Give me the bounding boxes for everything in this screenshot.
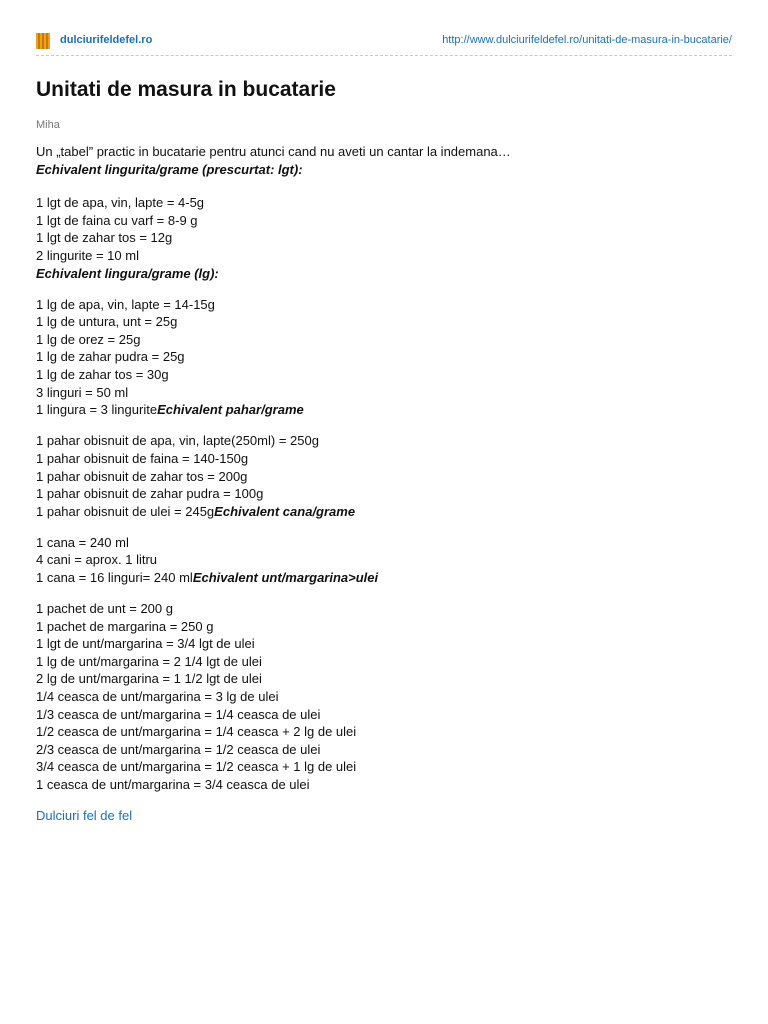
- list-item: 1 cana = 16 linguri= 240 mlEchivalent unt/margarina>ulei: [36, 569, 379, 585]
- site-name-link[interactable]: dulciurifeldefel.ro: [60, 34, 153, 46]
- article-title: Unitati de masura in bucatarie: [36, 78, 336, 101]
- list-item: 1/3 ceasca de unt/margarina = 1/4 ceasca de ulei: [36, 706, 321, 722]
- section-heading-unt: Echivalent unt/margarina>ulei: [192, 569, 379, 585]
- article-author: Miha: [36, 119, 60, 131]
- list-item: 1 pahar obisnuit de apa, vin, lapte(250ml) = 250g: [36, 433, 319, 449]
- section-lingurita-list: [36, 194, 736, 264]
- list-item: 1 pahar obisnuit de zahar tos = 200g: [36, 468, 248, 484]
- list-item: 1 lgt de faina cu varf = 8-9 g: [36, 212, 198, 228]
- footer-link[interactable]: Dulciuri fel de fel: [36, 807, 133, 823]
- list-item: 1 lg de unt/margarina = 2 1/4 lgt de ulei: [36, 653, 262, 669]
- list-item: 1 pahar obisnuit de ulei = 245gEchivalent cana/grame: [36, 503, 356, 519]
- list-item: 2 lingurite = 10 ml: [36, 247, 139, 263]
- list-item: 2/3 ceasca de unt/margarina = 1/2 ceasca de ulei: [36, 741, 321, 757]
- list-item: 1/4 ceasca de unt/margarina = 3 lg de ulei: [36, 689, 279, 705]
- article-content: [36, 143, 736, 824]
- header-divider: [36, 55, 732, 56]
- list-item: 1 lgt de unt/margarina = 3/4 lgt de ulei: [36, 636, 255, 652]
- section-cana-list: [36, 534, 736, 569]
- list-item: 1 lg de untura, unt = 25g: [36, 314, 178, 330]
- list-item: 1/2 ceasca de unt/margarina = 1/4 ceasca + 2 lg de ulei: [36, 724, 357, 740]
- list-item: 1 lgt de zahar tos = 12g: [36, 230, 173, 246]
- list-item: 1 lgt de apa, vin, lapte = 4-5g: [36, 195, 205, 211]
- list-item: 1 pahar obisnuit de zahar pudra = 100g: [36, 486, 264, 502]
- section-heading-lingura: Echivalent lingura/grame (lg):: [36, 265, 219, 281]
- list-item: 1 lingura = 3 linguriteEchivalent pahar/grame: [36, 402, 304, 418]
- page-url-link[interactable]: http://www.dulciurifeldefel.ro/unitati-de-masura-in-bucatarie/: [442, 34, 732, 46]
- list-item: 3/4 ceasca de unt/margarina = 1/2 ceasca + 1 lg de ulei: [36, 759, 357, 775]
- list-item: 3 linguri = 50 ml: [36, 384, 129, 400]
- section-pahar-list: [36, 432, 736, 502]
- intro-text: Un „tabel” practic in bucatarie pentru atunci cand nu aveti un cantar la indemana…: [36, 144, 511, 159]
- page-header: [36, 32, 732, 54]
- list-item: 1 lg de orez = 25g: [36, 331, 141, 347]
- list-item: 1 lg de apa, vin, lapte = 14-15g: [36, 296, 215, 312]
- list-item: 2 lg de unt/margarina = 1 1/2 lgt de ulei: [36, 671, 262, 687]
- book-icon[interactable]: [36, 33, 50, 49]
- list-item: 1 cana = 240 ml: [36, 534, 129, 550]
- section-lingura-list: [36, 296, 736, 402]
- section-heading-lingurita: Echivalent lingurita/grame (prescurtat: lgt):: [36, 161, 303, 177]
- list-item: 1 ceasca de unt/margarina = 3/4 ceasca de ulei: [36, 777, 310, 792]
- list-item: 4 cani = aprox. 1 litru: [36, 552, 158, 568]
- list-item: 1 lg de zahar pudra = 25g: [36, 349, 185, 365]
- section-heading-cana: Echivalent cana/grame: [214, 503, 356, 519]
- list-item: 1 pachet de margarina = 250 g: [36, 618, 214, 634]
- section-heading-pahar: Echivalent pahar/grame: [157, 402, 304, 418]
- list-item: 1 lg de zahar tos = 30g: [36, 367, 169, 383]
- list-item: 1 pachet de unt = 200 g: [36, 601, 173, 617]
- list-item: 1 pahar obisnuit de faina = 140-150g: [36, 450, 249, 466]
- section-unt-list: [36, 600, 736, 794]
